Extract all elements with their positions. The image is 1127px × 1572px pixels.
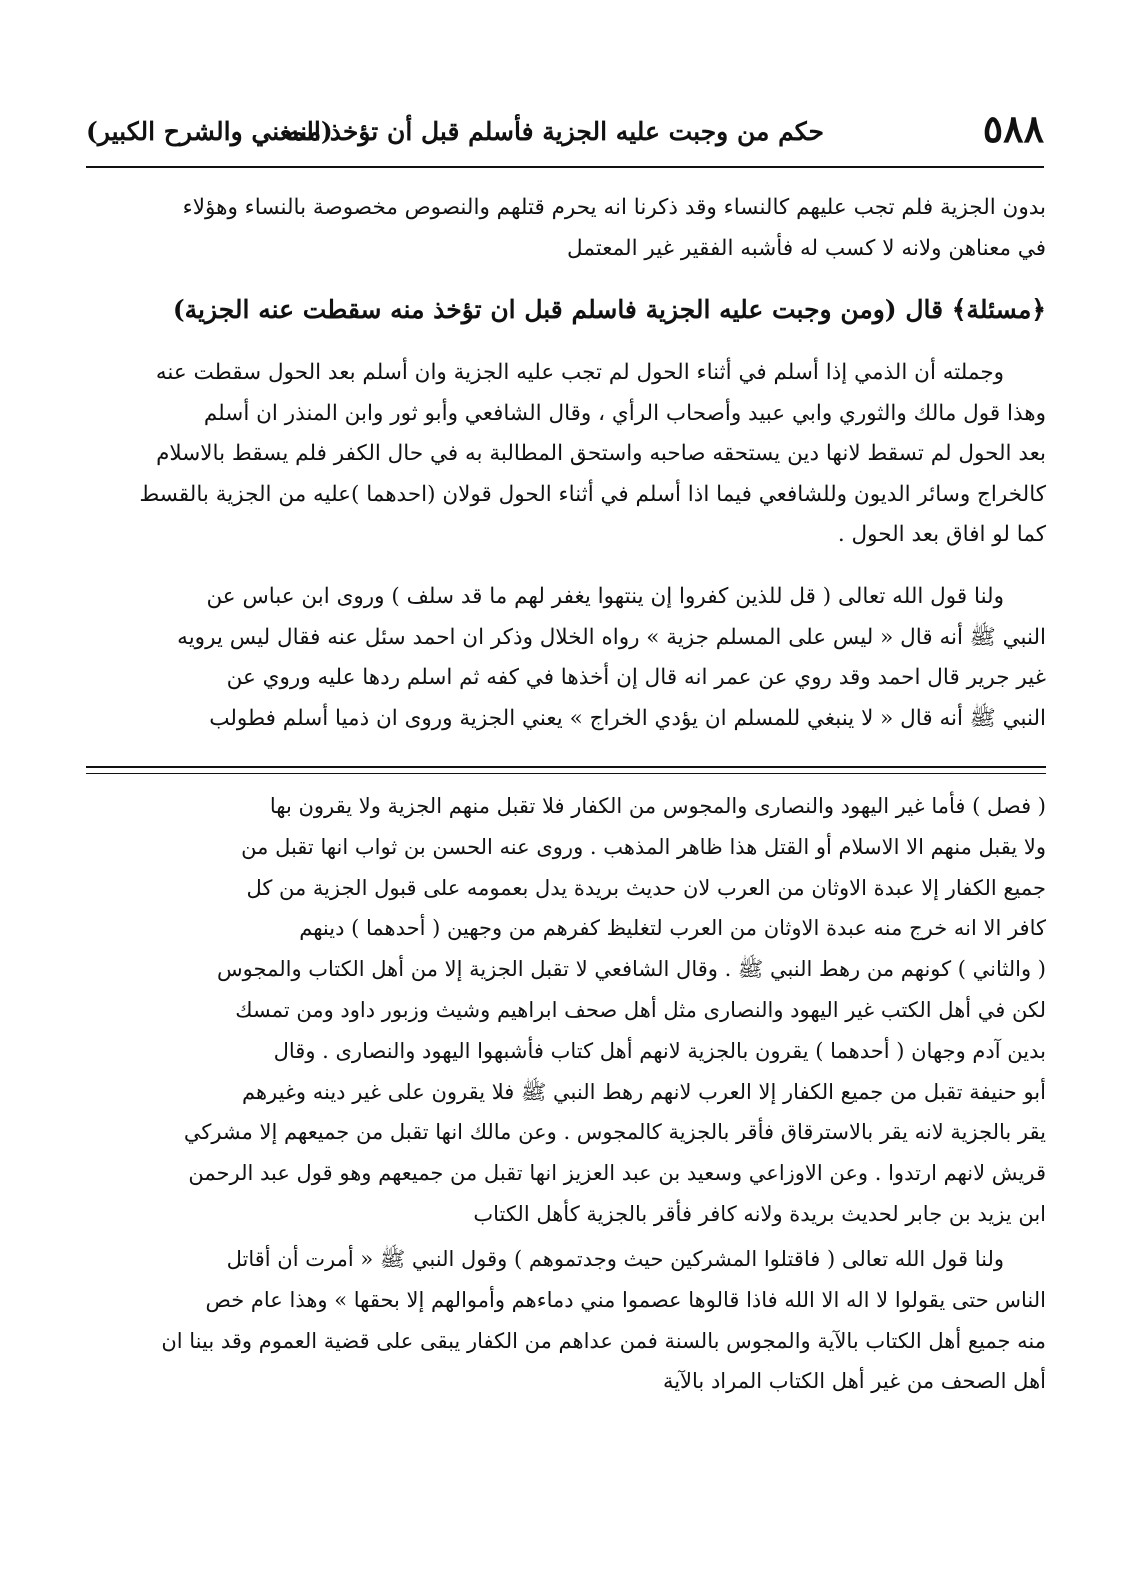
- text-line: أبو حنيفة تقبل من جميع الكفار إلا العرب لانهم رهط النبي ﷺ فلا يقرون على غير دينه وغيرهم: [241, 1079, 1046, 1104]
- text-line: يقر بالجزية لانه يقر بالاسترقاق فأقر بالجزية كالمجوس . وعن مالك انها تقبل من جميعهم إلا مشركي: [183, 1120, 1046, 1145]
- page-number: ٥٨٨: [982, 106, 1044, 151]
- header-rule: [86, 166, 1044, 168]
- text-line: كما لو افاق بعد الحول .: [837, 522, 1046, 548]
- section-divider: [86, 766, 1046, 768]
- text-line: منه جميع أهل الكتاب بالآية والمجوس بالسنة فمن عداهم من الكفار يبقى على قضية العموم وقد بينا ان: [161, 1328, 1046, 1353]
- text-line: بعد الحول لم تسقط لانها دين يستحقه صاحبه واستحق المطالبة به في حال الكفر فلم يسقط بالاسلام: [156, 441, 1046, 467]
- continued-paragraph: [78, 188, 1046, 269]
- walana-lower-paragraph: [78, 1239, 1046, 1402]
- running-title: حكم من وجبت عليه الجزية فأسلم قبل أن تؤخذ منه: [286, 117, 824, 146]
- fasl-paragraph: [78, 786, 1046, 1235]
- text-line: بدون الجزية فلم تجب عليهم كالنساء وقد ذكرنا انه يحرم قتلهم والنصوص مخصوصة بالنساء وهؤلاء: [182, 195, 1046, 220]
- section-divider-thin: [86, 773, 1046, 774]
- text-line: قريش لانهم ارتدوا . وعن الاوزاعي وسعيد بن عبد العزيز انها تقبل من جميعهم وهو قول عبد الرحمن: [188, 1161, 1046, 1186]
- text-line: النبي ﷺ أنه قال « ليس على المسلم جزية » رواه الخلال وذكر ان احمد سئل عنه فقال ليس يرويه: [177, 624, 1046, 650]
- text-line: أهل الصحف من غير أهل الكتاب المراد بالآية: [662, 1369, 1046, 1394]
- page-header: [86, 104, 1044, 164]
- book-title: (المغني والشرح الكبير): [86, 117, 333, 146]
- text-line: ولا يقبل منهم الا الاسلام أو القتل هذا ظاهر المذهب . وروى عنه الحسن بن ثواب انها تقبل من: [241, 834, 1046, 859]
- text-line: ( فصل ) فأما غير اليهود والنصارى والمجوس من الكفار فلا تقبل منهم الجزية ولا يقرون بها: [269, 794, 1046, 818]
- text-line: ( والثاني ) كونهم من رهط النبي ﷺ . وقال الشافعي لا تقبل الجزية إلا من أهل الكتاب والمجوس: [217, 957, 1046, 982]
- text-line: كالخراج وسائر الديون وللشافعي فيما اذا أسلم في أثناء الحول قولان (احدهما )عليه من الجزية بالقسط: [139, 481, 1046, 507]
- text-line: في معناهن ولانه لا كسب له فأشبه الفقير غير المعتمل: [567, 235, 1046, 261]
- text-line: النبي ﷺ أنه قال « لا ينبغي للمسلم ان يؤدي الخراج » يعني الجزية وروى ان ذميا أسلم فطولب: [209, 705, 1046, 731]
- text-line: ابن يزيد بن جابر لحديث بريدة ولانه كافر فأقر بالجزية كأهل الكتاب: [473, 1201, 1046, 1226]
- text-line: غير جرير قال احمد وقد روي عن عمر انه قال إن أخذها في كفه ثم اسلم ردها عليه وروي عن: [226, 665, 1046, 691]
- text-line: ولنا قول الله تعالى ( فاقتلوا المشركين حيث وجدتموهم ) وقول النبي ﷺ « أمرت أن أقاتل: [226, 1247, 1004, 1271]
- paragraph-jumlatuhu: [78, 353, 1046, 556]
- text-line: بدين آدم وجهان ( أحدهما ) يقرون بالجزية لانهم أهل كتاب فأشبهوا اليهود والنصارى . وقال: [273, 1038, 1046, 1063]
- text-line: ولنا قول الله تعالى ( قل للذين كفروا إن ينتهوا يغفر لهم ما قد سلف ) وروى ابن عباس عن: [206, 584, 1004, 609]
- masala-heading: ﴿مسئلة﴾ قال (ومن وجبت عليه الجزية فاسلم قبل ان تؤخذ منه سقطت عنه الجزية): [172, 295, 1046, 324]
- text-line: الناس حتى يقولوا لا اله الا الله فاذا قالوها عصموا مني دماءهم وأموالهم إلا بحقها » وهذا عام خص: [205, 1287, 1046, 1312]
- paragraph-walana: [78, 577, 1046, 739]
- text-line: كافر الا انه خرج منه عبدة الاوثان من العرب لتغليظ كفرهم من وجهين ( أحدهما ) دينهم: [299, 916, 1046, 941]
- text-line: وهذا قول مالك والثوري وابي عبيد وأصحاب الرأي ، وقال الشافعي وأبو ثور وابن المنذر ان أسلم: [203, 400, 1046, 426]
- text-line: جميع الكفار إلا عبدة الاوثان من العرب لان حديث بريدة يدل بعمومه على قبول الجزية من كل: [246, 875, 1046, 900]
- text-line: لكن في أهل الكتب غير اليهود والنصارى مثل أهل صحف ابراهيم وشيث وزبور داود ومن تمسك: [235, 997, 1046, 1022]
- text-line: وجملته أن الذمي إذا أسلم في أثناء الحول لم تجب عليه الجزية وان أسلم بعد الحول سقطت عنه: [155, 360, 1004, 385]
